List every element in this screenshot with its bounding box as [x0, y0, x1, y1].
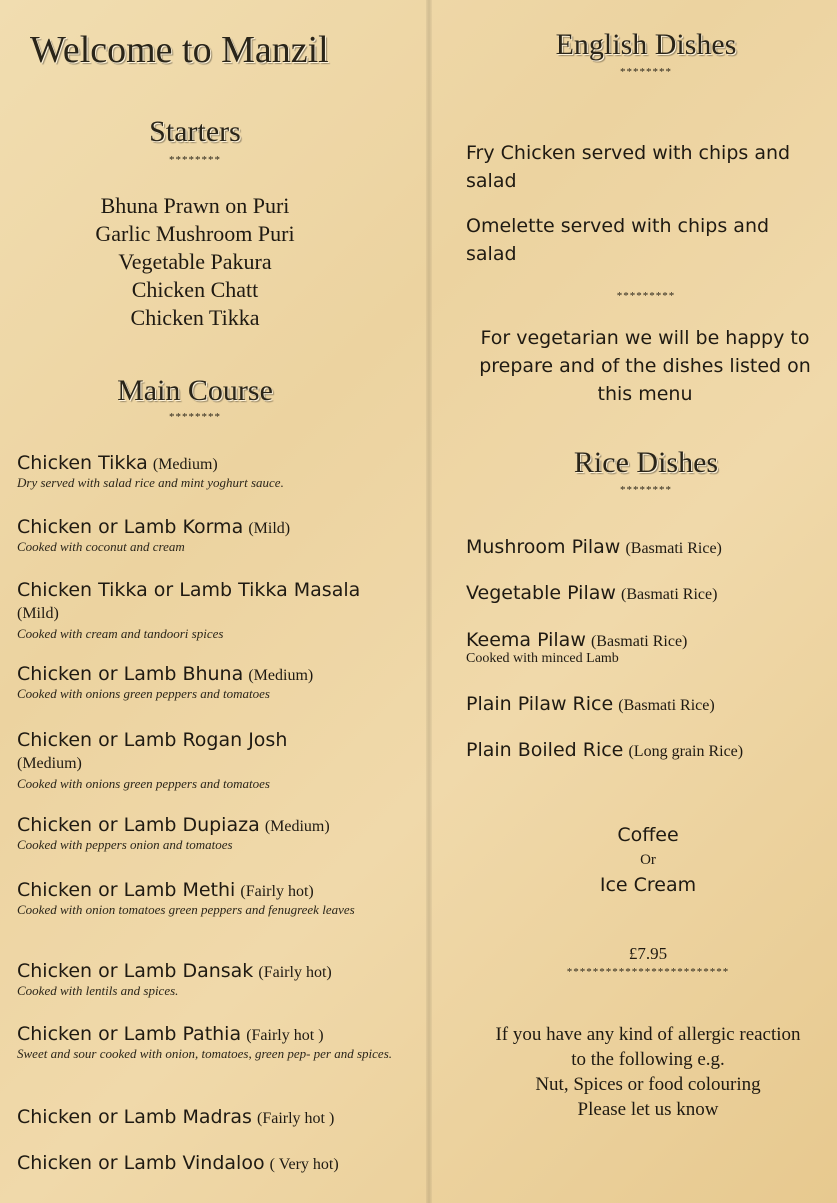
menu-item	[17, 452, 417, 491]
dish-description: Sweet and sour cooked with onion, tomatoes, green pep- per and spices.	[17, 1046, 393, 1061]
english-divider-2: *********	[616, 290, 676, 302]
heat-level: (Fairly hot )	[257, 1110, 335, 1127]
english-dishes-title: English Dishes	[555, 28, 737, 61]
rice-note: (Basmati Rice)	[590, 633, 688, 650]
dish-description: Cooked with onions green peppers and tomatoes	[17, 776, 270, 791]
dish-description: Cooked with onions green peppers and tomatoes	[17, 686, 270, 701]
menu-item	[17, 879, 387, 918]
price-divider: *************************	[566, 966, 730, 978]
rice-item	[466, 536, 722, 558]
dish-name: Chicken or Lamb Rogan Josh	[17, 729, 288, 751]
dish-name: Chicken or Lamb Dansak	[17, 960, 254, 982]
rice-name: Plain Boiled Rice	[466, 739, 624, 761]
starter-item: Garlic Mushroom Puri	[95, 221, 295, 246]
rice-description: Cooked with minced Lamb	[466, 651, 619, 666]
starter-item: Chicken Chatt	[131, 277, 259, 302]
dish-name: Chicken or Lamb Methi	[17, 879, 236, 901]
heat-level: ( Very hot)	[269, 1156, 339, 1173]
main-course-title: Main Course	[117, 374, 273, 407]
rice-divider: ********	[620, 484, 672, 496]
rice-note: (Basmati Rice)	[625, 540, 722, 557]
rice-note: (Basmati Rice)	[618, 697, 715, 714]
heat-level: (Mild)	[17, 605, 59, 622]
rice-name: Vegetable Pilaw	[466, 582, 616, 604]
vegetarian-note: For vegetarian we will be happy to prepare and of the dishes listed on this menu	[479, 327, 811, 405]
rice-item	[466, 629, 687, 667]
rice-item	[466, 739, 743, 761]
price: £7.95	[628, 944, 668, 963]
heat-level: (Fairly hot)	[240, 883, 314, 900]
dish-name: Chicken or Lamb Vindaloo	[17, 1152, 265, 1174]
english-item: Omelette served with chips and salad	[466, 215, 770, 265]
rice-note: (Basmati Rice)	[621, 586, 718, 603]
dish-name: Chicken or Lamb Pathia	[17, 1023, 242, 1045]
menu-item	[17, 1152, 417, 1174]
rice-name: Plain Pilaw Rice	[466, 693, 614, 715]
english-item: Fry Chicken served with chips and salad	[466, 142, 791, 192]
menu-item	[17, 663, 417, 702]
ice-cream-label: Ice Cream	[599, 874, 697, 896]
heat-level: (Medium)	[264, 818, 330, 835]
menu-item	[17, 1106, 417, 1128]
starter-item: Vegetable Pakura	[118, 249, 272, 274]
english-divider: ********	[620, 66, 672, 78]
allergy-line: Nut, Spices or food colouring	[535, 1074, 761, 1095]
main-course-divider: ********	[169, 411, 221, 423]
dish-description: Dry served with salad rice and mint yoghurt sauce.	[17, 475, 284, 490]
rice-item	[466, 693, 715, 715]
dish-description: Cooked with peppers onion and tomatoes	[17, 837, 233, 852]
dish-name: Chicken Tikka or Lamb Tikka Masala	[17, 579, 361, 601]
starters-title: Starters	[149, 115, 241, 148]
dish-name: Chicken or Lamb Madras	[17, 1106, 252, 1128]
menu-item	[17, 960, 417, 999]
heat-level: (Fairly hot )	[246, 1027, 324, 1044]
dish-description: Cooked with lentils and spices.	[17, 983, 179, 998]
rice-item	[466, 582, 717, 604]
heat-level: (Medium)	[152, 456, 218, 473]
heat-level: (Medium)	[17, 755, 82, 772]
dish-name: Chicken or Lamb Bhuna	[17, 663, 244, 685]
rice-name: Keema Pilaw	[466, 629, 586, 651]
right-page	[428, 0, 837, 1203]
rice-note: (Long grain Rice)	[628, 743, 744, 760]
rice-name: Mushroom Pilaw	[466, 536, 621, 558]
heat-level: (Medium)	[248, 667, 314, 684]
starters-list	[0, 192, 390, 332]
menu-item	[17, 579, 377, 642]
starter-item: Chicken Tikka	[130, 305, 260, 330]
allergy-notice	[448, 1022, 837, 1122]
allergy-line: Please let us know	[577, 1099, 719, 1120]
menu-item	[17, 1023, 397, 1062]
coffee-label: Coffee	[617, 824, 679, 846]
dish-description: Cooked with coconut and cream	[17, 539, 185, 554]
menu-item	[17, 729, 337, 792]
heat-level: (Mild)	[248, 520, 291, 537]
dish-description: Cooked with cream and tandoori spices	[17, 626, 224, 641]
menu-item	[17, 814, 417, 853]
dish-name: Chicken or Lamb Korma	[17, 516, 244, 538]
heat-level: (Fairly hot)	[258, 964, 332, 981]
welcome-title: Welcome to Manzil	[30, 29, 329, 71]
menu-item	[17, 516, 417, 555]
dish-name: Chicken Tikka	[17, 452, 148, 474]
starters-divider: ********	[169, 154, 221, 166]
allergy-line: If you have any kind of allergic reaction	[495, 1024, 801, 1045]
starter-item: Bhuna Prawn on Puri	[100, 193, 290, 218]
rice-dishes-title: Rice Dishes	[573, 446, 719, 479]
dish-description: Cooked with onion tomatoes green peppers and fenugreek leaves	[17, 902, 355, 917]
dish-name: Chicken or Lamb Dupiaza	[17, 814, 260, 836]
allergy-line: to the following e.g.	[571, 1049, 725, 1070]
or-label: Or	[640, 852, 656, 868]
